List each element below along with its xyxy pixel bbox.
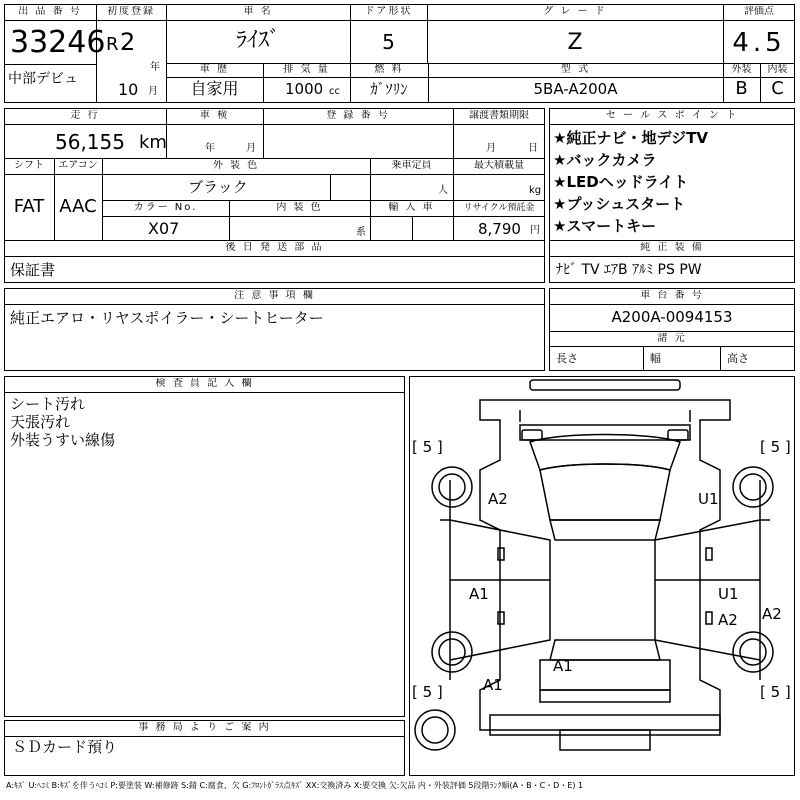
max-load-label: 最大積載量 [474,160,524,171]
aircon-value: AAC [59,196,97,217]
interior-grade: C [771,78,784,99]
score-label: 評価点 [744,6,774,17]
interior-label: 内装 [767,64,788,75]
height-label: 高さ [727,352,749,365]
legend: A:ｷｽﾞ U:ﾍｺﾐ B:ｷｽﾞを伴うﾍｺﾐ P:要塗装 W:補修跡 S:錆 C:腐食、欠 G:ﾌﾛﾝﾄｶﾞﾗｽ点ｷｽﾞ XX:交換済み X:要交換 欠:欠品 内・外装評価 5段階ﾗﾝｸ順(A・B・C・D・E) 1 [6,781,584,790]
inspector-line: シート汚れ [10,395,86,413]
recycle-fee-label: リサイクル預託金 [463,203,535,213]
exterior-grade: B [735,78,748,99]
registration-number-label: 登 録 番 号 [326,110,390,121]
tire-score-rear-right: [ 5 ] [760,683,791,701]
reg-month: 10 [118,80,139,99]
lot-number: 33246 [10,25,106,60]
damage-mark: A1 [553,657,573,675]
model-code: 5BA-A200A [533,80,618,98]
exterior-label: 外装 [731,64,752,75]
fuel-type: ｶﾞｿﾘﾝ [370,80,408,98]
transfer-month-unit: 月 [486,143,496,154]
damage-mark: U1 [698,490,719,508]
era-year: 2 [120,28,136,56]
damage-mark: A2 [762,605,782,623]
chassis-number: A200A-0094153 [611,308,733,326]
capacity-label: 乗車定員 [391,160,432,171]
displacement: 1000 [285,80,324,98]
tire-score-front-left: [ 5 ] [412,438,443,456]
displacement-label: 排 気 量 [283,64,330,75]
later-parts-label: 後 日 発 送 部 品 [225,242,324,253]
door-count: 5 [382,30,395,54]
inspector-line: 外装うすい線傷 [10,431,116,449]
inspection-month-unit: 月 [246,143,256,154]
damage-mark: A2 [488,490,508,508]
fuel-label: 燃 料 [374,64,404,75]
dimensions-label: 諸 元 [657,333,687,344]
dealer-name: 中部デビュ [8,71,78,87]
mileage-unit: km [139,132,167,153]
capacity-unit: 人 [438,185,448,196]
shift-value: FAT [13,196,45,217]
sales-points-label: セ ー ル ス ポ イ ン ト [605,110,739,121]
inspection-label: 車 検 [199,110,230,121]
inspector-label: 検 査 員 記 入 欄 [155,378,254,389]
office-text: ＳＤカード預り [12,738,118,756]
score-value: 4.5 [732,28,786,58]
notes-label: 注 意 事 項 欄 [234,290,315,301]
width-label: 幅 [650,352,661,365]
car-history: 自家用 [190,79,239,98]
damage-mark: A2 [718,611,738,629]
mileage-value: 56,155 [55,130,125,154]
import-label: 輸 入 車 [388,202,435,213]
color-number-label: カラー No. [133,202,198,213]
sales-point: ★スマートキー [553,217,657,235]
genuine-equipment-label: 純 正 装 備 [640,242,704,253]
chassis-label: 車 台 番 号 [640,290,704,301]
lot-number-label: 出 品 番 号 [18,6,82,17]
length-label: 長さ [556,352,578,365]
exterior-color-label: 外 装 色 [212,160,260,171]
inspection-year-unit: 年 [205,143,215,154]
transfer-deadline-label: 譲渡書類期限 [469,110,529,121]
office-label: 事 務 局 よ り ご 案 内 [138,722,271,733]
shift-label: シフト [14,160,44,171]
genuine-equipment: ﾅﾋﾞ TV ｴｱB ｱﾙﾐ PS PW [556,262,702,278]
sales-point: ★LEDヘッドライト [553,173,689,191]
car-name-label: 車 名 [243,6,273,17]
inspector-line: 天張汚れ [10,413,71,431]
transfer-day-unit: 日 [528,143,538,154]
sales-point: ★バックカメラ [553,151,657,169]
grade-value: Z [567,30,583,55]
recycle-fee: 8,790 [478,220,521,238]
door-shape-label: ドア形状 [364,6,413,17]
model-label: 型 式 [560,64,591,75]
damage-mark: A1 [469,585,489,603]
exterior-color: ブラック [188,178,248,196]
later-parts-items: 保証書 [10,261,56,279]
color-number: X07 [148,219,180,238]
era-prefix: R [106,34,119,55]
month-unit: 月 [148,86,158,97]
grade-label: グ レ ー ド [543,6,607,17]
aircon-label: エアコン [58,160,98,171]
sales-point: ★プッシュスタート [553,195,686,213]
displacement-unit: cc [329,86,340,97]
max-load-unit: kg [529,185,542,196]
year-unit: 年 [150,62,160,73]
tire-score-rear-left: [ 5 ] [412,683,443,701]
first-registration-label: 初度登録 [107,6,155,17]
interior-color-label: 内 装 色 [276,202,323,213]
recycle-fee-unit: 円 [530,225,540,236]
car-name: ﾗｲｽﾞ [235,28,280,53]
damage-mark: A1 [483,676,503,694]
interior-color-unit: 系 [356,227,366,238]
tire-score-front-right: [ 5 ] [760,438,791,456]
damage-mark: U1 [718,585,739,603]
history-label: 車 歴 [199,64,230,75]
mileage-label: 走 行 [70,110,100,121]
sales-point: ★純正ナビ・地デジTV [553,129,708,147]
notes-text: 純正エアロ・リヤスポイラー・シートヒーター [10,309,324,327]
